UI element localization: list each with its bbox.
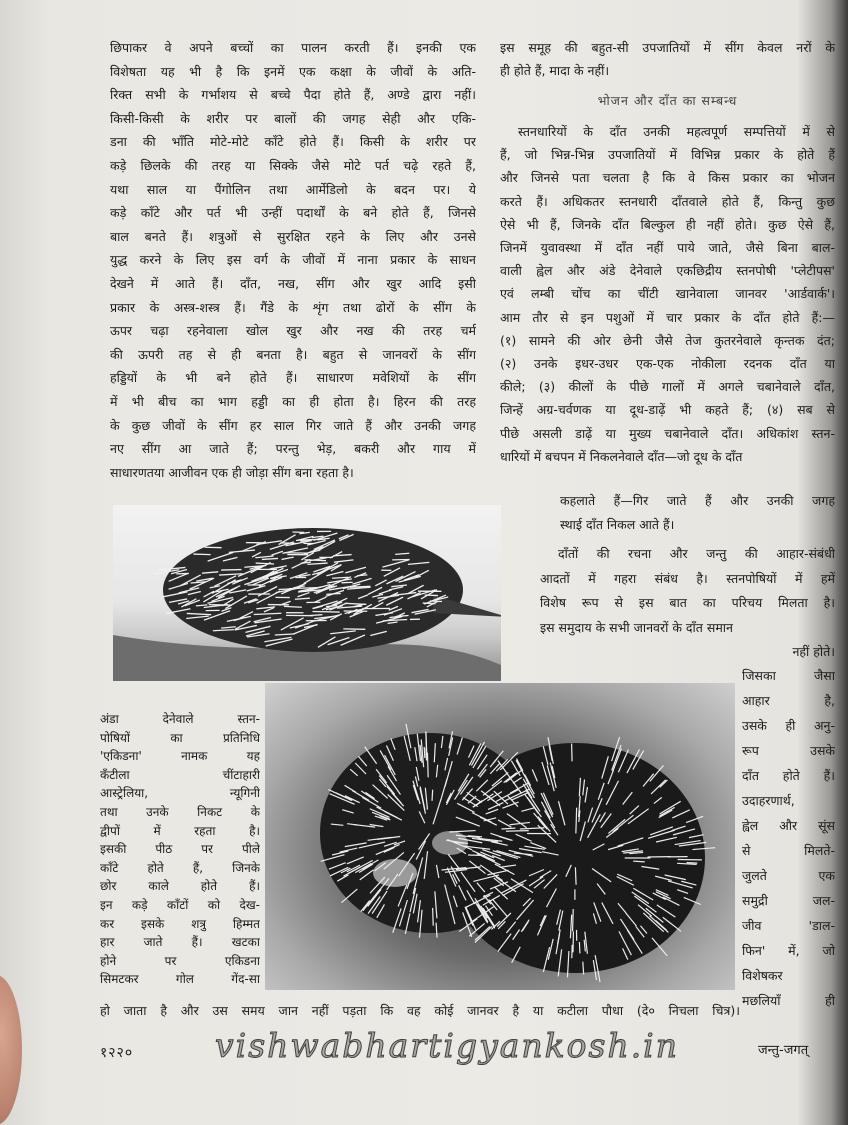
text-line: उसके ही अनु- <box>742 713 835 738</box>
text-line: में भी बीच का भाग हड्डी का ही होता है। हिरन की तरह <box>110 390 476 414</box>
watermark: vishwabhartigyankosh.in <box>215 1026 679 1065</box>
text-line: एवं लम्बी चोंच का चींटी खानेवाला जानवर 'आर्डवार्क'। <box>500 282 835 305</box>
text-line: फिन' में, जो <box>742 938 835 963</box>
text-line: स्तनधारियों के दाँत उनकी महत्वपूर्ण सम्पत्तियों में से <box>500 120 835 143</box>
text-line: इन कड़े काँटों को देख- <box>100 896 260 915</box>
text-line: जिसका जैसा <box>742 663 835 688</box>
text-line: जीव 'डाल- <box>742 913 835 938</box>
quill-mark <box>193 554 210 555</box>
text-line: पोषियों का प्रतिनिधि <box>100 729 260 748</box>
quill-mark <box>424 747 425 758</box>
text-line: देखने में आते हैं। दाँत, नख, सींग और खुर आदि इसी <box>110 272 476 296</box>
quill-mark <box>284 606 302 607</box>
echidna-photo-side-view <box>113 505 501 681</box>
text-line: डना की भाँति मोटे-मोटे काँटे होते हैं। किसी के शरीर पर <box>110 130 476 154</box>
caption-last-line <box>100 1002 740 1019</box>
quill-mark <box>256 563 274 564</box>
text-line: कड़े काँटे और पर्त भी उन्हीं पदार्थों के बने होते हैं, जिनसे <box>110 201 476 225</box>
text-line: पीछे असली डाढ़ें या मुख्य चबानेवाले दाँत। अधिकांश स्तन- <box>500 422 835 445</box>
text-line: जिन्हें अग्र-चर्वणक या दूध-डाढ़ें भी कहते हैं; (४) सब से <box>500 398 835 421</box>
text-line: आदतों में गहरा संबंध है। स्तनपोषियों में हमें <box>540 567 835 592</box>
text-line: छोर काले होते हैं। <box>100 877 260 896</box>
text-line: मछलियाँ ही <box>742 988 835 1013</box>
text-line: कड़े छिलके की तरह या सिक्के जैसे मोटे पर्त चढ़े रहते हैं, <box>110 154 476 178</box>
quill-mark <box>633 861 645 862</box>
quill-mark <box>686 863 697 864</box>
quill-mark <box>575 867 576 884</box>
text-line: आहार है, <box>742 688 835 713</box>
right-column-tail <box>745 640 835 665</box>
page-number: १२२० <box>100 1043 133 1062</box>
text-line: की ऊपरी तह से ही बनता है। बहुत से जानवरों के सींग <box>110 343 476 367</box>
quill-mark <box>573 909 574 931</box>
text-line: रिक्त सभी के गर्भाशय से बच्चे पैदा होते हैं, अण्डे द्वारा नहीं। <box>110 83 476 107</box>
text-line: करते हैं। अधिकतर स्तनधारी दाँतवाले होते हैं, किन्तु कुछ <box>500 190 835 213</box>
text-line: स्थाई दाँत निकल आते हैं। <box>560 513 835 537</box>
text-line: धारियों में बचपन में निकलनेवाले दाँत—जो दूध के दाँत <box>500 445 835 468</box>
quill-mark <box>278 589 294 590</box>
quill-mark <box>326 606 337 607</box>
quill-mark <box>583 962 584 975</box>
text-line: छिपाकर वे अपने बच्चों का पालन करती हैं। इनकी एक <box>110 36 476 60</box>
thumb-edge <box>0 975 22 1125</box>
running-title: जन्तु-जगत् <box>758 1040 808 1058</box>
text-line: ही होते हैं, मादा के नहीं। <box>500 59 835 82</box>
text-line: बाल बनते हैं। शत्रुओं से सुरक्षित रहने के लिए और उनसे <box>110 225 476 249</box>
text-line: हार जाते हैं। खटका <box>100 933 260 952</box>
text-line: विशेष रूप से इस बात का परिचय मिलता है। <box>540 591 835 616</box>
quill-mark <box>433 908 434 926</box>
text-line: से मिलते- <box>742 838 835 863</box>
echidna-image <box>113 505 501 681</box>
text-line: आस्ट्रेलिया, न्यूगिनी <box>100 784 260 803</box>
text-line: वाली ह्वेल और अंडे देनेवाले एकछिद्रीय स्तनपोषी 'प्लेटीपस' <box>500 259 835 282</box>
echidna-image <box>265 683 735 990</box>
quill-mark <box>209 605 232 606</box>
quill-mark <box>506 831 529 832</box>
section-heading: भोजन और दाँत का सम्बन्ध <box>500 92 835 109</box>
text-line: होने पर एकिडना <box>100 952 260 971</box>
text-line: उदाहरणार्थ, <box>742 788 835 813</box>
text-line: प्रकार के अस्त्र-शस्त्र हैं। गैंडे के शृंग तथा ढोरों के सींग के <box>110 296 476 320</box>
text-line: हैं, जो भिन्न-भिन्न उपजातियों में विभिन्न प्रकार के होते हैं <box>500 143 835 166</box>
text-line: विशेषता यह भी है कि इनमें एक कक्षा के जीवों के अति- <box>110 60 476 84</box>
text-line: यथा साल या पैंगोलिन तथा आर्मेडिलो के बदन पर। ये <box>110 178 476 202</box>
quill-mark <box>312 612 339 613</box>
text-line: कीले; (३) कीलों के पीछे गालों में अगले चबानेवाले दाँत, <box>500 375 835 398</box>
right-column-indented-text <box>560 489 835 536</box>
narrow-column-text <box>742 663 835 1013</box>
quill-mark <box>579 942 580 953</box>
text-line: आम तौर से इन पशुओं में चार प्रकार के दाँत होते हैं:— <box>500 306 835 329</box>
text-line: कँटीला चींटाहारी <box>100 766 260 785</box>
text-line: हड्डियों के भी बने होते हैं। साधारण मवेशियों के सींग <box>110 366 476 390</box>
text-line: नए सींग आ जाते हैं; परन्तु भेड़, बकरी और गाय में <box>110 437 476 461</box>
right-column-paragraph <box>540 542 835 640</box>
text-line: सिमटकर गोल गेंद-सा <box>100 970 260 989</box>
text-line: विशेषकर <box>742 963 835 988</box>
left-column-text <box>110 36 476 484</box>
text-line: और जिनसे पता चलता है कि वे किस प्रकार का भोजन <box>500 166 835 189</box>
text-line: कर इसके शत्रु हिम्मत <box>100 915 260 934</box>
text-line: के कुछ जीवों के सींग हर साल गिर जाते हैं और उनकी जगह <box>110 414 476 438</box>
quill-mark <box>350 586 371 587</box>
text-line: जिनमें युवावस्था में दाँत नहीं पाये जाते, जैसे बिना बाल- <box>500 236 835 259</box>
text-line: (१) सामने की ओर छेनी जैसे तेज कुतरनेवाले कृन्तक दंत; <box>500 329 835 352</box>
text-line: समुद्री जल- <box>742 888 835 913</box>
text-line: नहीं होते। <box>745 640 835 665</box>
text-line: (२) उनके इधर-उधर एक-एक नोकीला रदनक दाँत या <box>500 352 835 375</box>
text-line: दाँत होते हैं। <box>742 763 835 788</box>
text-line: अंडा देनेवाले स्तन- <box>100 710 260 729</box>
text-line: ऐसे भी हैं, जिनके दाँत बिल्कुल ही नहीं होते। कुछ ऐसे हैं, <box>500 213 835 236</box>
figure-caption <box>100 710 260 989</box>
text-line: इस समुदाय के सभी जानवरों के दाँत समान <box>540 616 835 641</box>
text-line: तथा उनके निकट के <box>100 803 260 822</box>
text-line: ह्वेल और सूंस <box>742 813 835 838</box>
quill-mark <box>427 753 428 778</box>
text-line: युद्ध करने के लिए इस वर्ग के जीवों में नाना प्रकार के साधन <box>110 248 476 272</box>
quill-mark <box>341 582 352 583</box>
text-line: इस समूह की बहुत-सी उपजातियों में सींग केवल नरों के <box>500 36 835 59</box>
text-line: रूप उसके <box>742 738 835 763</box>
text-line: हो जाता है और उस समय जान नहीं पड़ता कि वह कोई जानवर है या कटीला पौधा (दे० निचला चित्र)। <box>100 1002 740 1019</box>
right-column-top-text <box>500 36 835 82</box>
text-line: किसी-किसी के शरीर पर बालों की जगह सेही और एकि- <box>110 107 476 131</box>
quill-mark <box>423 603 436 604</box>
text-line: कहलाते हैं—गिर जाते हैं और उनकी जगह <box>560 489 835 513</box>
text-line: साधारणतया आजीवन एक ही जोड़ा सींग बना रहता है। <box>110 461 476 485</box>
text-line: ऊपर चढ़ा रहनेवाला खोल खुर और नख की तरह चर्म <box>110 319 476 343</box>
right-column-main-text <box>500 120 835 468</box>
echidna-photo-curled-pair <box>265 683 735 990</box>
text-line: काँटे होते हैं, जिनके <box>100 859 260 878</box>
text-line: द्वीपों में रहता है। <box>100 822 260 841</box>
text-line: इसकी पीठ पर पीले <box>100 840 260 859</box>
quill-mark <box>432 790 433 801</box>
quill-mark <box>576 808 577 834</box>
text-line: 'एकिडना' नामक यह <box>100 747 260 766</box>
text-line: दाँतों की रचना और जन्तु की आहार-संबंधी <box>540 542 835 567</box>
text-line: जुलते एक <box>742 863 835 888</box>
quill-mark <box>468 855 485 856</box>
